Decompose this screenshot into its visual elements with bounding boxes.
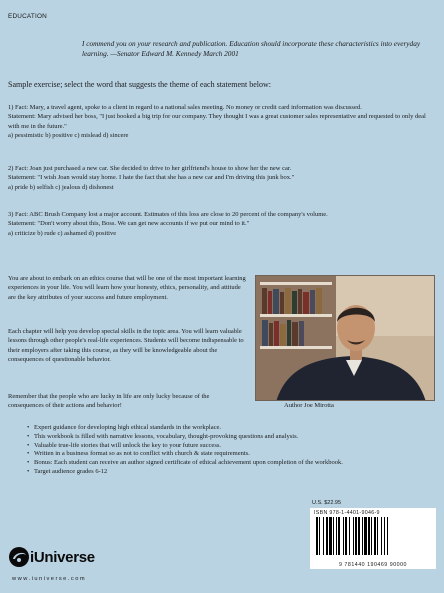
feature-list <box>27 424 427 477</box>
quote-attribution: —Senator Edward M. Kennedy March 2001 <box>110 49 239 58</box>
exercise-statement: Statement: Mary advised her boss, "I just booked a big trip for our company. They thought I was a great customer sales representative and requested to only deal with me in the future." <box>8 113 426 130</box>
paragraph-text: Each chapter will help you develop special skills in the topic area. You will learn valuable lessons through other people's real-life experiences. Students will become indispensable to their employers after taking this course, as they will be knowledgeable about the consequences of questionable behavior. <box>8 328 244 364</box>
isbn-number: ISBN 978-1-4401-9046-9 <box>314 510 380 516</box>
photo-caption: Author Joe Mirotta <box>284 402 334 409</box>
list-item: • Valuable true-life stories that will unlock the key to your future success. <box>27 442 427 451</box>
publisher-logo <box>8 546 95 568</box>
exercise-intro: Sample exercise; select the word that suggests the theme of each statement below: <box>8 80 272 89</box>
endorsement-quote <box>82 39 430 59</box>
list-item: • Expert guidance for developing high ethical standards in the workplace. <box>27 424 427 433</box>
isbn-digits <box>314 562 432 568</box>
author-photo <box>255 275 435 401</box>
exercise-options: a) criticize b) rude c) ashamed d) positive <box>8 229 117 237</box>
exercise-options: a) pride b) selfish c) jealous d) dishonest <box>8 183 114 191</box>
quote-text: I commend you on your research and publication. Education should incorporate these characteristics into everyday learning. <box>82 39 421 58</box>
list-item: • Bonus: Each student can receive an author signed certificate of ethical achievement upon completion of the workbook. <box>27 459 427 468</box>
list-item: • Written in a business format so as not to conflict with church & state requirements. <box>27 450 427 459</box>
exercise-fact: 3) Fact: ABC Brush Company lost a major account. Estimates of this loss are close to 20 percent of the company's volume. <box>8 211 328 218</box>
author-photo-illustration <box>256 276 435 401</box>
exercise-statement: Statement: "I wish Joan would stay home. I hate the fact that she has a new car and I'm driving this junk box." <box>8 174 295 182</box>
list-item: • This workbook is filled with narrative lessons, vocabulary, thought-provoking questions and analysis. <box>27 433 427 442</box>
exercise-fact: 1) Fact: Mary, a travel agent, spoke to a client in regard to a national sales meeting. No money or credit card information was discussed. <box>8 104 362 111</box>
isbn-digits-main: 9 781440 190469 <box>339 562 388 568</box>
logo-wordmark: iUniverse <box>30 548 95 566</box>
category-label: EDUCATION <box>8 13 47 20</box>
exercise-options: a) pessimistic b) positive c) mislead d) sincere <box>8 132 129 140</box>
price-label: U.S. $22.95 <box>312 500 342 506</box>
description-paragraph <box>8 392 246 411</box>
publisher-website: www.iuniverse.com <box>12 576 87 582</box>
description-paragraph <box>8 327 246 365</box>
iuniverse-logo-icon <box>8 546 30 568</box>
exercise-2 <box>8 164 438 192</box>
list-item: • Target audience grades 6-12 <box>27 468 427 477</box>
exercise-1 <box>8 103 438 141</box>
paragraph-text: You are about to embark on an ethics course that will be one of the most important learning experiences in your life. You will learn how your honesty, ethics, personality, and attitude are the key attributes of your success and future employment. <box>8 275 246 301</box>
isbn-barcode <box>310 508 436 569</box>
exercise-3 <box>8 210 438 238</box>
barcode-bars <box>314 516 432 556</box>
exercise-fact: 2) Fact: Joan just purchased a new car. She decided to drive to her girlfriend's house to show her the new car. <box>8 165 292 172</box>
price-code: 90000 <box>389 562 407 568</box>
exercise-statement: Statement: "Don't worry about this, Boss. We can get new accounts if we put our mind to it." <box>8 220 250 228</box>
description-paragraph <box>8 274 246 302</box>
paragraph-text: Remember that the people who are lucky in life are only lucky because of the consequences of their actions and behavior! <box>8 393 210 410</box>
